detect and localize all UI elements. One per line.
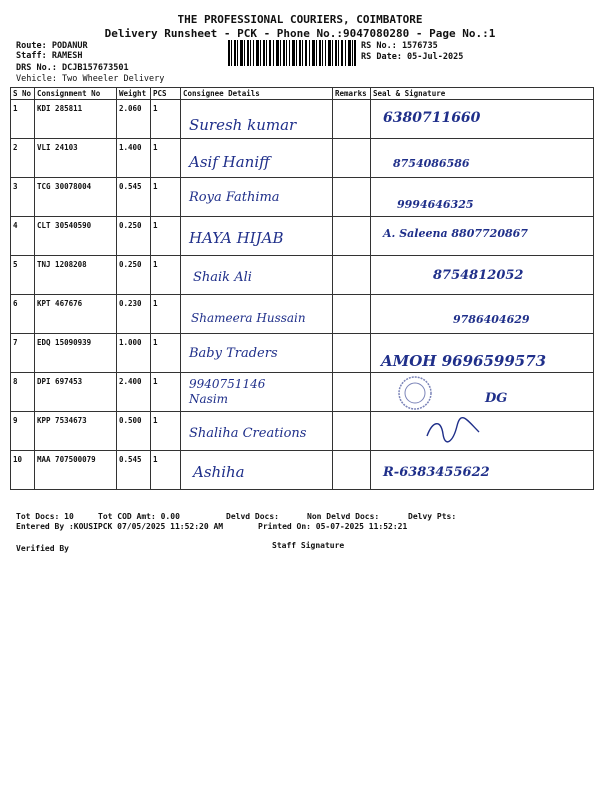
- row-weight: 0.250: [117, 217, 151, 256]
- col-weight: Weight: [117, 88, 151, 100]
- row-consignee: [181, 100, 333, 139]
- row-signature: [371, 100, 594, 139]
- row-sno: 9: [11, 412, 35, 451]
- row-sno: 1: [11, 100, 35, 139]
- drs-number: DRS No.: DCJB157673501: [16, 63, 129, 73]
- row-signature: [371, 295, 594, 334]
- row-sno: 3: [11, 178, 35, 217]
- row-pcs: 1: [151, 139, 181, 178]
- row-pcs: 1: [151, 256, 181, 295]
- row-consignee: [181, 178, 333, 217]
- row-weight: 0.545: [117, 451, 151, 490]
- row-consignment: KDI 285811: [35, 100, 117, 139]
- row-consignee: [181, 256, 333, 295]
- row-sno: 7: [11, 334, 35, 373]
- signature-handwriting: A. Saleena 8807720867: [383, 227, 528, 240]
- delvd-docs: Delvd Docs:: [226, 512, 279, 521]
- row-weight: 1.400: [117, 139, 151, 178]
- row-remarks: [333, 295, 371, 334]
- row-weight: 1.000: [117, 334, 151, 373]
- col-remarks: Remarks: [333, 88, 371, 100]
- runsheet-subtitle: Delivery Runsheet - PCK - Phone No.:9047080280 - Page No.:1: [104, 27, 496, 40]
- tot-cod-amt: Tot COD Amt: 0.00: [98, 512, 180, 521]
- route-label: Route: PODANUR: [16, 41, 88, 51]
- col-pcs: PCS: [151, 88, 181, 100]
- row-consignee: [181, 373, 333, 412]
- row-signature: [371, 412, 594, 451]
- printed-on: Printed On: 05-07-2025 11:52:21: [258, 522, 408, 531]
- row-pcs: 1: [151, 451, 181, 490]
- row-signature: [371, 373, 594, 412]
- row-pcs: 1: [151, 373, 181, 412]
- row-signature: [371, 178, 594, 217]
- row-pcs: 1: [151, 412, 181, 451]
- row-consignment: VLI 24103: [35, 139, 117, 178]
- consignee-handwriting: Shameera Hussain: [191, 311, 306, 325]
- row-signature: [371, 451, 594, 490]
- consignee-handwriting: Baby Traders: [189, 346, 278, 361]
- row-consignment: EDQ 15090939: [35, 334, 117, 373]
- row-remarks: [333, 334, 371, 373]
- row-weight: 0.545: [117, 178, 151, 217]
- row-weight: 2.060: [117, 100, 151, 139]
- consignee-handwriting: Roya Fathima: [189, 190, 280, 205]
- signature-handwriting: AMOH 9696599573: [381, 352, 547, 370]
- table-row: [11, 178, 594, 217]
- table-row: [11, 451, 594, 490]
- seal-stamp: [393, 375, 437, 411]
- entered-by: Entered By :KOUSIPCK 07/05/2025 11:52:20 AM: [16, 522, 224, 531]
- row-pcs: 1: [151, 334, 181, 373]
- signature-handwriting: 8754086586: [393, 157, 470, 170]
- row-weight: 2.400: [117, 373, 151, 412]
- non-delvd-docs: Non Delvd Docs:: [307, 512, 380, 521]
- table-row: [11, 334, 594, 373]
- col-sno: S No: [11, 88, 35, 100]
- verified-by: Verified By: [16, 544, 69, 553]
- row-signature: [371, 217, 594, 256]
- table-row: [11, 373, 594, 412]
- rs-date: RS Date: 05-Jul-2025: [361, 52, 464, 62]
- signature-handwriting: 9994646325: [397, 198, 474, 211]
- col-signature: Seal & Signature: [371, 88, 594, 100]
- consignee-handwriting: Shaik Ali: [193, 270, 252, 285]
- col-consignee: Consignee Details: [181, 88, 333, 100]
- row-sno: 6: [11, 295, 35, 334]
- signature-handwriting: 8754812052: [433, 268, 524, 283]
- table-header-row: [11, 88, 594, 100]
- consignee-handwriting: Asif Haniff: [189, 153, 270, 171]
- row-pcs: 1: [151, 100, 181, 139]
- row-pcs: 1: [151, 178, 181, 217]
- row-remarks: [333, 256, 371, 295]
- row-remarks: [333, 217, 371, 256]
- runsheet-table: [10, 87, 594, 490]
- signature-handwriting: 6380711660: [383, 110, 481, 126]
- row-consignment: TCG 30078004: [35, 178, 117, 217]
- row-signature: [371, 256, 594, 295]
- signature-scribble: [423, 416, 483, 444]
- row-weight: 0.250: [117, 256, 151, 295]
- barcode: [228, 40, 356, 66]
- row-consignee: [181, 334, 333, 373]
- row-signature: [371, 139, 594, 178]
- row-sno: 5: [11, 256, 35, 295]
- table-row: [11, 256, 594, 295]
- row-remarks: [333, 139, 371, 178]
- col-consignment: Consignment No: [35, 88, 117, 100]
- signature-handwriting: 9786404629: [453, 313, 530, 326]
- consignee-handwriting: 9940751146 Nasim: [189, 377, 266, 406]
- table-row: [11, 217, 594, 256]
- consignee-handwriting: HAYA HIJAB: [189, 229, 284, 247]
- table-row: [11, 412, 594, 451]
- row-weight: 0.500: [117, 412, 151, 451]
- row-pcs: 1: [151, 295, 181, 334]
- consignee-handwriting: Shaliha Creations: [189, 426, 307, 441]
- rs-number: RS No.: 1576735: [361, 41, 438, 51]
- staff-label: Staff: RAMESH: [16, 51, 83, 61]
- consignee-handwriting: Ashiha: [193, 463, 245, 481]
- row-sno: 10: [11, 451, 35, 490]
- signature-handwriting: R-6383455622: [383, 465, 490, 480]
- row-consignment: KPT 467676: [35, 295, 117, 334]
- signature-handwriting: DG: [485, 391, 508, 406]
- row-consignment: TNJ 1208208: [35, 256, 117, 295]
- delvy-pts: Delvy Pts:: [408, 512, 457, 521]
- row-remarks: [333, 373, 371, 412]
- row-consignee: [181, 217, 333, 256]
- row-sno: 8: [11, 373, 35, 412]
- row-signature: [371, 334, 594, 373]
- vehicle-label: Vehicle: Two Wheeler Delivery: [16, 74, 165, 84]
- table-row: [11, 295, 594, 334]
- row-weight: 0.230: [117, 295, 151, 334]
- tot-docs: Tot Docs: 10: [16, 512, 74, 521]
- row-sno: 2: [11, 139, 35, 178]
- staff-signature: Staff Signature: [272, 541, 345, 550]
- row-consignment: CLT 30540590: [35, 217, 117, 256]
- row-pcs: 1: [151, 217, 181, 256]
- company-title: THE PROFESSIONAL COURIERS, COIMBATORE: [177, 13, 423, 26]
- row-remarks: [333, 100, 371, 139]
- row-consignment: DPI 697453: [35, 373, 117, 412]
- table-row: [11, 100, 594, 139]
- row-remarks: [333, 451, 371, 490]
- row-consignment: KPP 7534673: [35, 412, 117, 451]
- row-consignee: [181, 295, 333, 334]
- table-row: [11, 139, 594, 178]
- row-consignee: [181, 139, 333, 178]
- row-remarks: [333, 412, 371, 451]
- row-consignee: [181, 412, 333, 451]
- consignee-handwriting: Suresh kumar: [189, 116, 297, 134]
- row-consignee: [181, 451, 333, 490]
- row-sno: 4: [11, 217, 35, 256]
- row-remarks: [333, 178, 371, 217]
- row-consignment: MAA 707500079: [35, 451, 117, 490]
